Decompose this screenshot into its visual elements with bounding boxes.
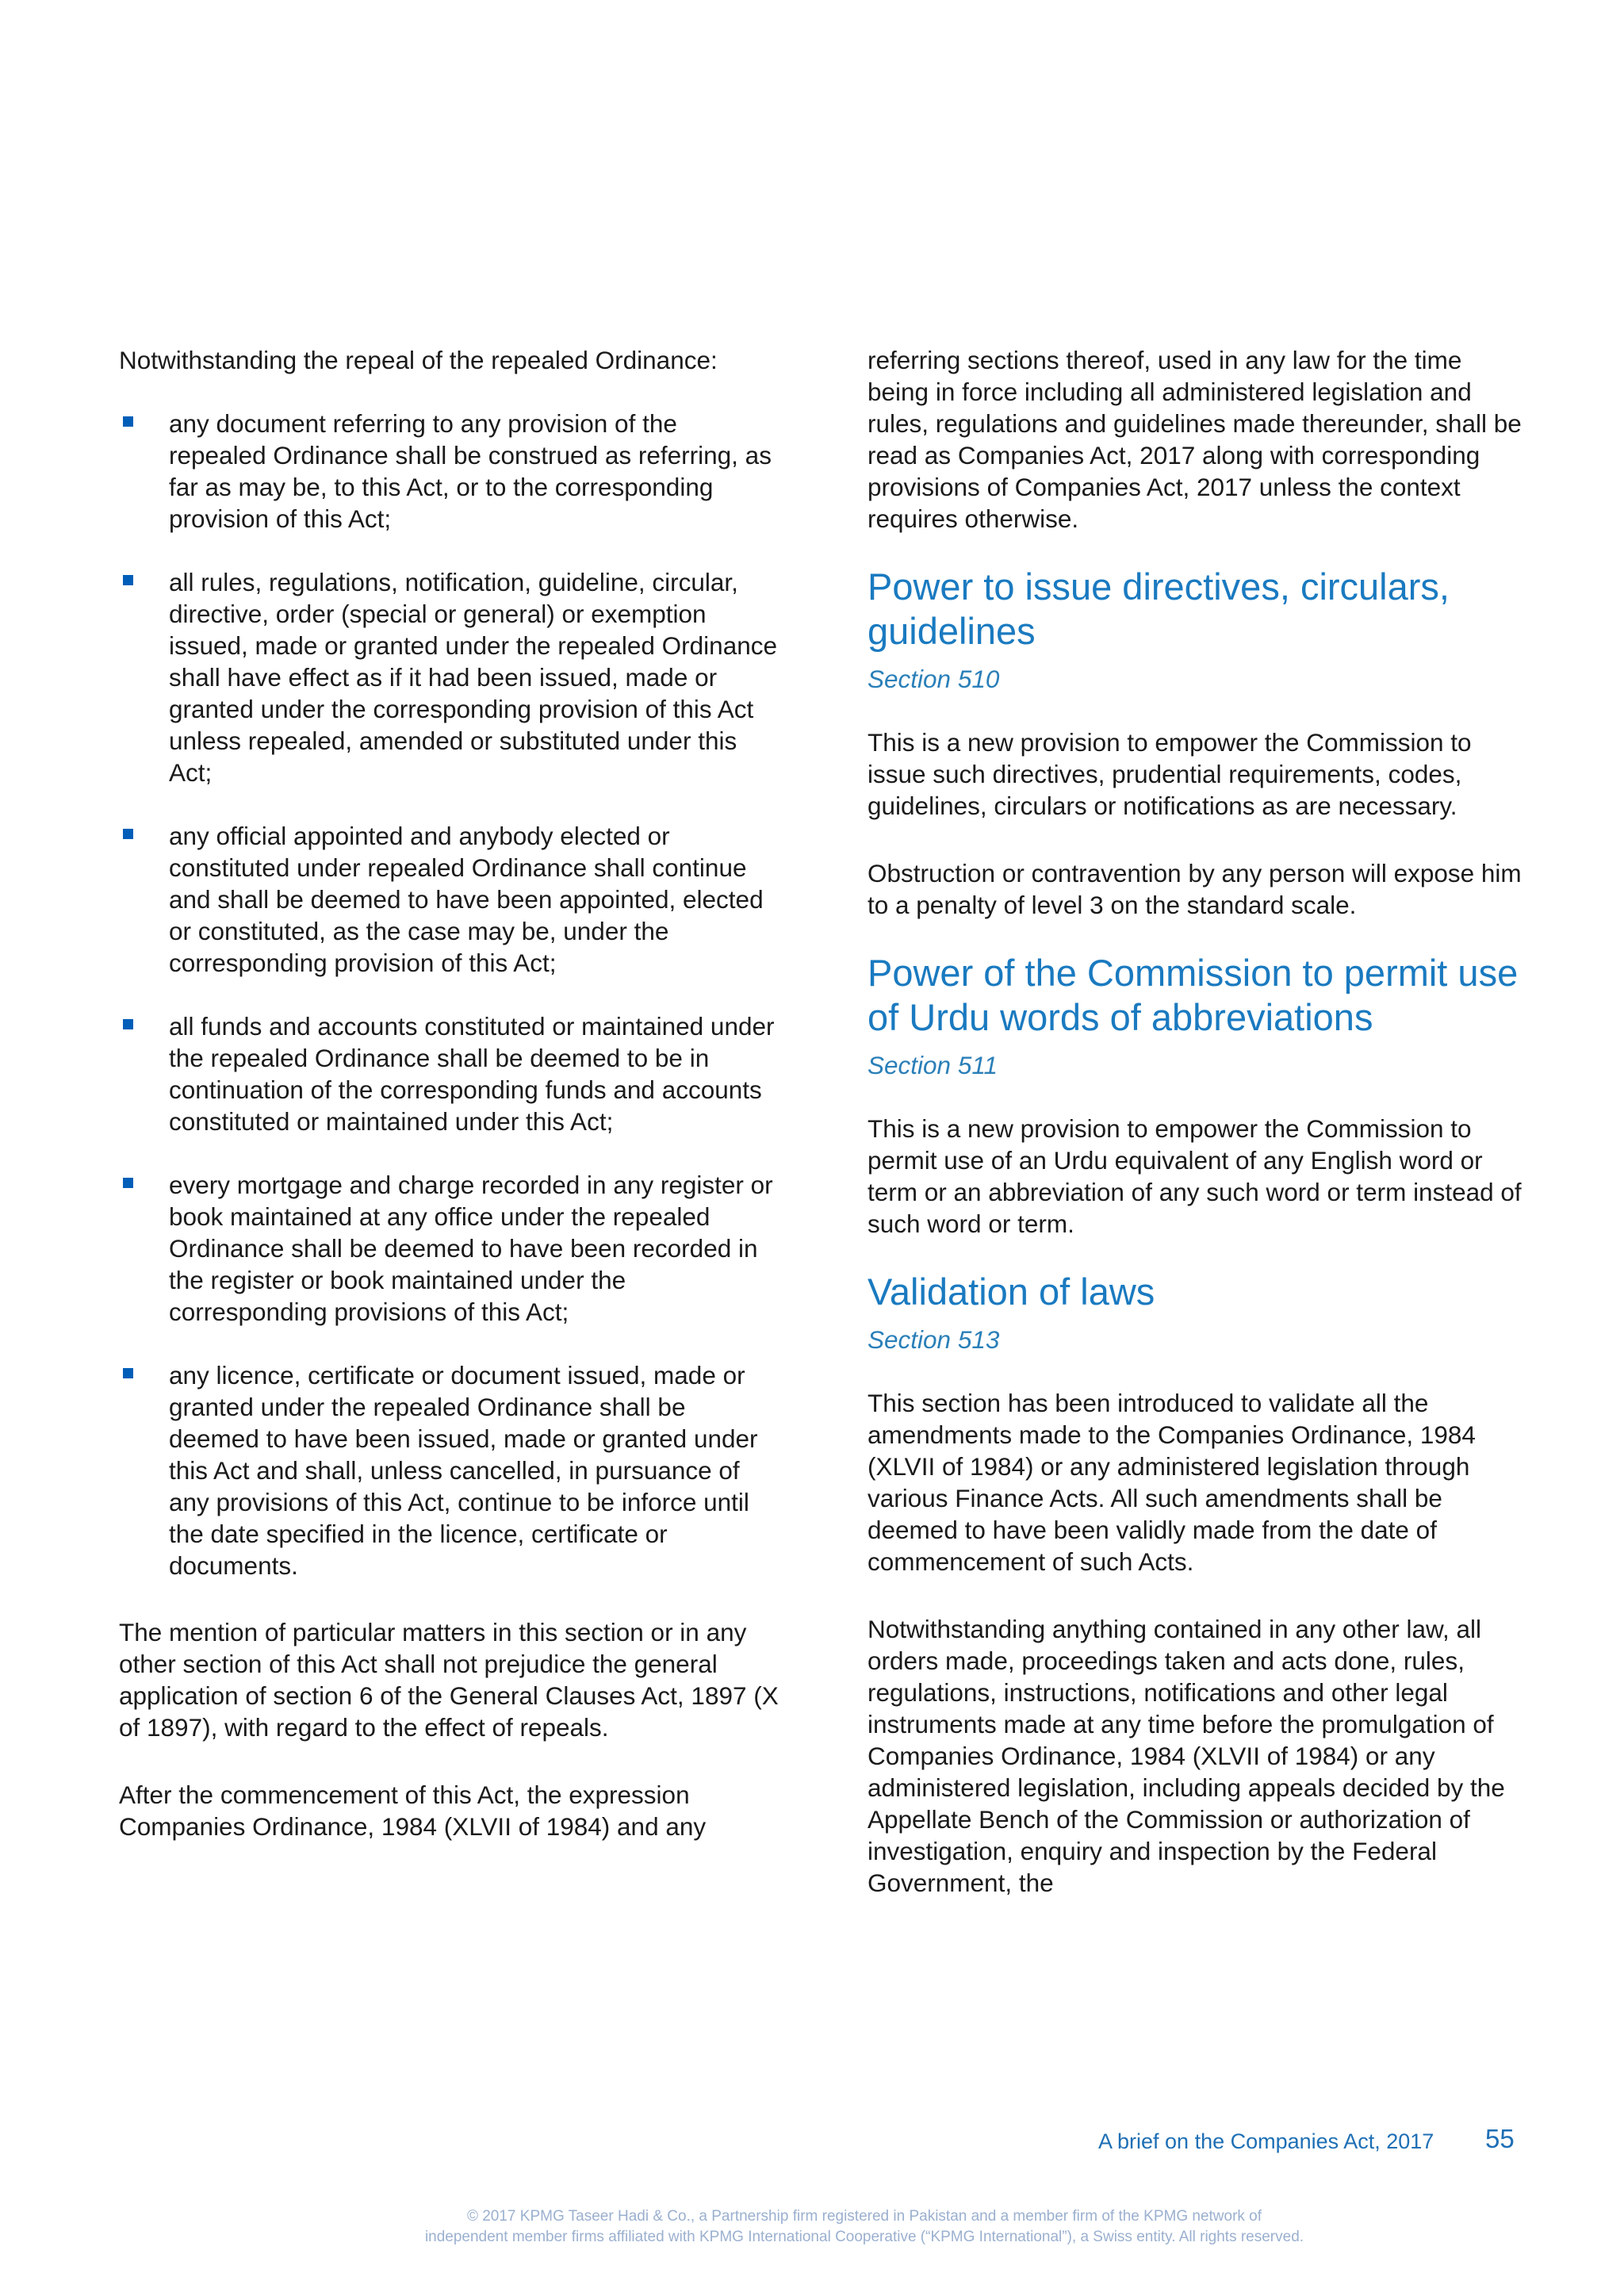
body-paragraph: Notwithstanding anything contained in any other law, all orders made, proceedings taken and acts done, rules, regulations, instructions, notifications and other legal instruments made at any time before the promulgation of Companies Ordinance, 1984 (XLVII of 1984) or any administered legislation, including appeals decided by the Appellate Bench of the Commission or authorization of investigation, enquiry and inspection by the Federal Government, the bbox=[868, 1615, 1505, 1897]
bullet-item bbox=[119, 820, 781, 979]
copyright-line: © 2017 KPMG Taseer Hadi & Co., a Partnership firm registered in Pakistan and a member firm of the KPMG network of bbox=[466, 2208, 1262, 2225]
square-bullet-icon bbox=[123, 1019, 133, 1029]
section-reference: Section 513 bbox=[868, 1325, 1000, 1354]
bullet-item bbox=[119, 1169, 781, 1328]
section-reference: Section 511 bbox=[868, 1051, 998, 1079]
square-bullet-icon bbox=[123, 575, 133, 585]
bullet-item bbox=[119, 408, 781, 535]
continuation-paragraph: referring sections thereof, used in any law for the time being in force including all administered legislation and rules, regulations and guidelines made thereunder, shall be read as Companies Act, 2017 along with corresponding provisions of Companies Act, 2017 unless the context requires otherwise. bbox=[868, 346, 1522, 533]
section-reference: Section 510 bbox=[868, 665, 1000, 693]
bullet-text: any document referring to any provision of the repealed Ordinance shall be construed as referring, as far as may be, to this Act, or to the corresponding provision of this Act; bbox=[169, 409, 772, 533]
body-paragraph: This is a new provision to empower the Commission to issue such directives, prudential requirements, codes, guidelines, circulars or notifications as are necessary. bbox=[868, 728, 1472, 820]
page-number: 55 bbox=[1485, 2124, 1515, 2153]
bullet-text: all funds and accounts constituted or maintained under the repealed Ordinance shall be deemed to be in continuation of the corresponding funds and accounts constituted or maintained under this Act; bbox=[169, 1012, 775, 1136]
bullet-text: any official appointed and anybody elected or constituted under repealed Ordinance shall continue and shall be deemed to have been appointed, elected or constituted, as the case may be, under the corresponding provision of this Act; bbox=[169, 822, 764, 977]
commencement-paragraph: After the commencement of this Act, the expression Companies Ordinance, 1984 (XLVII of 1984) and any bbox=[119, 1780, 707, 1841]
publication-title: A brief on the Companies Act, 2017 bbox=[1098, 2129, 1434, 2153]
square-bullet-icon bbox=[123, 829, 133, 839]
copyright-line: independent member firms affiliated with KPMG International Cooperative (“KPMG International”), a Swiss entity. All rights reserved. bbox=[424, 2229, 1304, 2245]
square-bullet-icon bbox=[123, 1368, 133, 1378]
bullet-text: any licence, certificate or document issued, made or granted under the repealed Ordinance shall be deemed to have been issued, made or granted under this Act and shall, unless cancelled, in pursuance of any provisions of this Act, continue to be inforce until the date specified in the licence, certificate or documents. bbox=[169, 1361, 758, 1580]
right-column bbox=[868, 344, 1526, 1899]
bullet-item bbox=[119, 1010, 781, 1137]
square-bullet-icon bbox=[123, 416, 133, 427]
body-paragraph: This section has been introduced to validate all the amendments made to the Companies Ordinance, 1984 (XLVII of 1984) or any administered legislation through various Finance Acts. All such amendments shall be deemed to have been validly made from the date of commencement of such Acts. bbox=[868, 1389, 1476, 1576]
square-bullet-icon bbox=[123, 1178, 133, 1188]
body-paragraph: This is a new provision to empower the Commission to permit use of an Urdu equivalent of any English word or term or an abbreviation of any such word or term instead of such word or term. bbox=[868, 1114, 1522, 1238]
section-heading: Validation of laws bbox=[868, 1271, 1155, 1313]
section-heading: Power to issue directives, circulars, guidelines bbox=[868, 565, 1450, 652]
copyright-notice bbox=[0, 2206, 1624, 2248]
bullet-item bbox=[119, 1359, 781, 1581]
bullet-text: all rules, regulations, notification, guideline, circular, directive, order (special or general) or exemption issued, made or granted under the repealed Ordinance shall have effect as if it had been issued, made or granted under the corresponding provision of this Act unless repealed, amended or substituted under this Act; bbox=[169, 568, 777, 787]
section-heading: Power of the Commission to permit use of Urdu words of abbreviations bbox=[868, 952, 1519, 1038]
repeal-bullet-list bbox=[119, 408, 781, 1581]
left-column bbox=[119, 344, 781, 1842]
bullet-text: every mortgage and charge recorded in any register or book maintained at any office under the repealed Ordinance shall be deemed to have been recorded in the register or book maintained under the corresponding provisions of this Act; bbox=[169, 1171, 773, 1326]
bullet-item bbox=[119, 566, 781, 788]
repeals-general-application-paragraph: The mention of particular matters in this section or in any other section of this Act shall not prejudice the general application of section 6 of the General Clauses Act, 1897 (X of 1897), with regard to the effect of repeals. bbox=[119, 1618, 779, 1742]
intro-paragraph: Notwithstanding the repeal of the repealed Ordinance: bbox=[119, 346, 718, 374]
body-paragraph: Obstruction or contravention by any person will expose him to a penalty of level 3 on the standard scale. bbox=[868, 859, 1522, 919]
